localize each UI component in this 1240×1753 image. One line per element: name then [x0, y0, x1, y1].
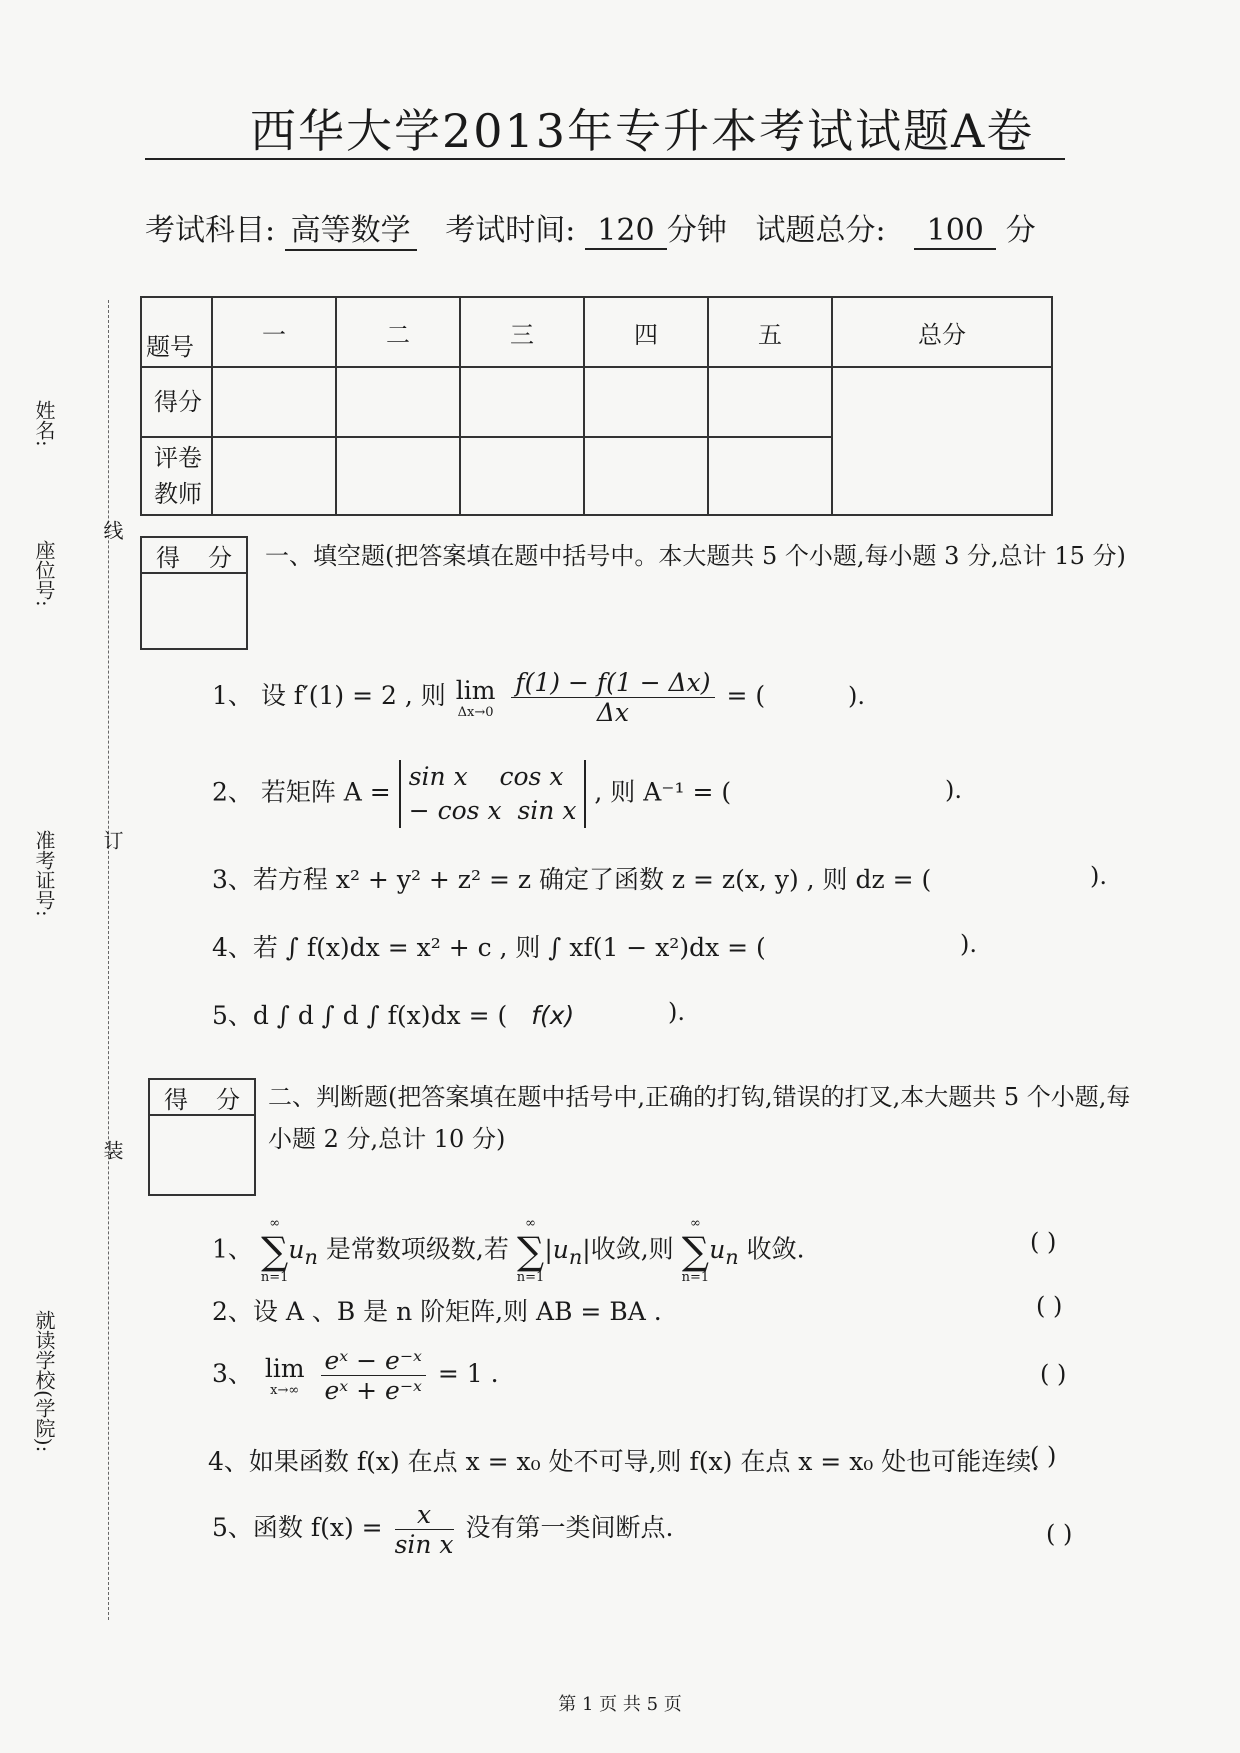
s1-question-5 [212, 996, 574, 1032]
q-number: 5、 [212, 1513, 253, 1542]
col-4: 四 [584, 297, 708, 367]
q-number: 2、 [212, 777, 253, 807]
side-line-char: 线 [100, 520, 124, 540]
q-number: 5、 [212, 1001, 253, 1030]
fraction-numerator: eˣ − e⁻ˣ [321, 1346, 426, 1376]
q-text: 设 A 、B 是 n 阶矩阵,则 AB = BA . [252, 1297, 662, 1326]
grader-cell[interactable] [708, 437, 832, 515]
side-name-label: 姓名: [32, 400, 56, 447]
q-answer-open: , 则 A⁻¹ = ( [594, 777, 732, 807]
s1-q5-close: ). [668, 998, 685, 1026]
score-box-header [142, 538, 246, 574]
lim-text: lim [264, 1353, 305, 1383]
q-text: 函数 f(x) = [252, 1513, 383, 1542]
s1-question-2 [212, 760, 731, 828]
grader-cell[interactable] [584, 437, 708, 515]
time-unit: 分钟 [666, 213, 727, 248]
section2-title: 二、判断题(把答案填在题中括号中,正确的打钩,错误的打叉,本大题共 5 个小题,每小题 2 分,总计 10 分) [268, 1083, 1131, 1153]
lim-subscript: Δx→0 [457, 704, 494, 720]
col-2: 二 [336, 297, 460, 367]
exam-title: 西华大学2013年专升本考试试题A卷 [250, 104, 1035, 158]
handwritten-answer: f(x) [531, 1001, 575, 1030]
s2-q2-answer-paren[interactable]: ( ) [1036, 1292, 1063, 1320]
score-cell[interactable] [708, 367, 832, 437]
s2-question-3 [212, 1346, 499, 1405]
subject-label: 考试科目: [145, 213, 276, 248]
fraction-denominator: Δx [596, 698, 630, 727]
s1-q3-close: ). [1090, 862, 1107, 890]
q-text: 是常数项级数,若 [325, 1234, 509, 1264]
lim-text: lim [455, 675, 496, 705]
total-unit: 分 [1005, 213, 1036, 248]
fraction-denominator: eˣ + e⁻ˣ [324, 1376, 422, 1405]
score-cell[interactable] [336, 367, 460, 437]
q-number: 1、 [212, 1234, 253, 1264]
q-number: 1、 [212, 681, 253, 710]
score-cell[interactable] [584, 367, 708, 437]
page-number: 第 1 页 共 5 页 [558, 1694, 682, 1715]
score-box-header [150, 1080, 254, 1116]
s2-q4-answer-paren[interactable]: ( ) [1030, 1442, 1057, 1470]
s1-q4-close: ). [960, 930, 977, 958]
q-text: 设 f′(1) = 2 , 则 [260, 681, 446, 710]
section1-score-box[interactable] [140, 536, 248, 650]
matrix-entry: sin x [517, 796, 577, 825]
row-title-grader: 评卷 教师 [141, 437, 212, 515]
section2-score-box[interactable] [148, 1078, 256, 1196]
matrix-entry: sin x [408, 762, 468, 791]
q-answer-open: = ( [726, 681, 766, 710]
grader-cell[interactable] [212, 437, 336, 515]
sum-symbol: ∞ ∑ n=1 [516, 1216, 545, 1285]
col-3: 三 [460, 297, 584, 367]
s1-question-4 [212, 928, 766, 964]
score-box-de: 得 [156, 543, 180, 572]
row-title-score: 得分 [141, 367, 212, 437]
fraction-numerator: x [395, 1500, 454, 1530]
q-text: 没有第一类间断点. [465, 1513, 674, 1542]
row-title-number: 题号 [141, 297, 212, 367]
q-text: = 1 . [437, 1359, 499, 1388]
s2-q5-answer-paren[interactable]: ( ) [1046, 1520, 1073, 1548]
q-number: 2、 [212, 1297, 253, 1326]
s2-question-1: 1、 ∞ ∑ n=1 $u_n$ 是常数项级数,若 ∞ ∑ n=1 $|u_n|$收敛,则 ∞ ∑ n=1 $u_n$ 收敛. [212, 1216, 805, 1285]
score-box-fen: 分 [216, 1085, 240, 1114]
time-value: 120 [585, 213, 667, 250]
total-label: 试题总分: [755, 213, 886, 248]
time-label: 考试时间: [445, 213, 576, 248]
grader-cell[interactable] [460, 437, 584, 515]
s1-question-3 [212, 860, 931, 896]
s2-question-5 [212, 1500, 673, 1559]
col-1: 一 [212, 297, 336, 367]
q-text: 若 ∫ f(x)dx = x² + c , 则 ∫ xf(1 − x²)dx = ( [252, 933, 766, 962]
total-value: 100 [914, 213, 996, 250]
fraction-numerator: f(1) − f(1 − Δx) [511, 668, 714, 698]
score-cell[interactable] [212, 367, 336, 437]
q-text: 如果函数 f(x) 在点 x = x₀ 处不可导,则 f(x) 在点 x = x₀ 处也可能连续. [248, 1447, 1040, 1476]
s1-question-1 [212, 668, 765, 727]
side-school-label: 就读学校(学院): [32, 1310, 56, 1453]
col-total: 总分 [832, 297, 1052, 367]
score-table [140, 296, 1053, 516]
score-cell[interactable] [460, 367, 584, 437]
binding-line [108, 300, 109, 1620]
s1-q1-close: ). [848, 682, 865, 710]
q-number: 3、 [212, 865, 253, 894]
s1-q2-close: ). [945, 776, 962, 804]
s2-q3-answer-paren[interactable]: ( ) [1040, 1360, 1067, 1388]
matrix-A [399, 760, 587, 828]
q-text: 若矩阵 A = [260, 777, 391, 807]
score-cell-total[interactable] [832, 367, 1052, 515]
q-number: 3、 [212, 1359, 253, 1388]
lim-subscript: x→∞ [270, 1382, 300, 1398]
matrix-entry: − cos x [408, 796, 502, 825]
q-text: 收敛,则 [590, 1234, 674, 1264]
side-zhuang-char: 装 [100, 1140, 124, 1160]
fraction-denominator: sin x [394, 1530, 454, 1559]
section1-title: 一、填空题(把答案填在题中括号中。本大题共 5 个小题,每小题 3 分,总计 15 分) [265, 542, 1126, 570]
side-seat-label: 座位号: [32, 540, 56, 607]
q-text: 收敛. [746, 1234, 805, 1264]
q-number: 4、 [212, 933, 253, 962]
sum-symbol: ∞ ∑ n=1 [681, 1216, 710, 1285]
s2-question-2 [212, 1292, 662, 1328]
title-rule [145, 158, 1065, 160]
side-exam-id-label: 准考证号: [32, 830, 56, 917]
sum-symbol: ∞ ∑ n=1 [260, 1216, 289, 1285]
q-number: 4、 [208, 1447, 249, 1476]
side-ding-char: 订 [100, 830, 124, 850]
exam-info [145, 205, 1036, 251]
s2-q1-answer-paren[interactable]: ( ) [1030, 1228, 1057, 1256]
matrix-entry: cos x [499, 762, 564, 791]
score-box-fen: 分 [208, 543, 232, 572]
col-5: 五 [708, 297, 832, 367]
subject-value: 高等数学 [285, 205, 417, 251]
s2-question-4 [208, 1442, 1039, 1478]
q-text: d ∫ d ∫ d ∫ f(x)dx = ( [252, 1001, 508, 1030]
q-text: 若方程 x² + y² + z² = z 确定了函数 z = z(x, y) , 则 dz = ( [252, 865, 932, 894]
score-box-de: 得 [164, 1085, 188, 1114]
grader-cell[interactable] [336, 437, 460, 515]
